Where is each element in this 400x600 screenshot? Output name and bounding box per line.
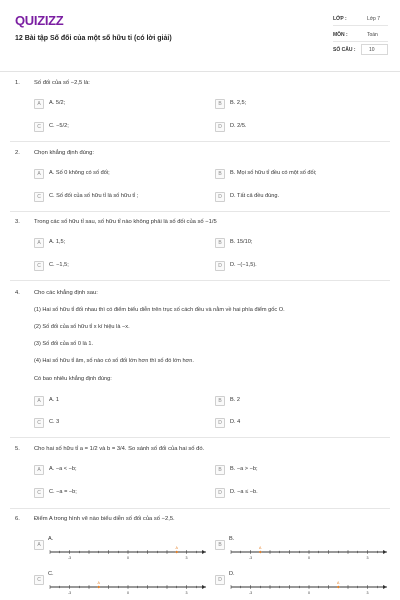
option-letter-box: B <box>215 465 225 475</box>
option-letter-box: A <box>34 396 44 406</box>
number-line <box>225 540 393 560</box>
option-text: A. 1,5; <box>49 239 66 245</box>
option-text: D. 2/5. <box>230 123 247 129</box>
answer-option[interactable] <box>215 122 383 132</box>
answer-option[interactable] <box>34 122 202 132</box>
answer-option[interactable] <box>215 396 383 406</box>
option-letter-box: C <box>34 575 44 585</box>
question-divider <box>10 508 390 509</box>
question-text: Cho các khẳng định sau: <box>34 290 98 296</box>
option-text: D. <box>229 571 235 577</box>
statement-line: (2) Số đối của số hữu tỉ x kí hiệu là −x. <box>34 324 130 330</box>
question-number: 1. <box>15 80 20 86</box>
point-a-marker <box>337 586 339 588</box>
option-text: D. −(−1,5). <box>230 262 257 268</box>
answer-option[interactable] <box>34 396 202 406</box>
number-line <box>44 540 212 560</box>
answer-option[interactable] <box>34 99 202 109</box>
option-letter-box: A <box>34 238 44 248</box>
statement-line: (1) Hai số hữu tỉ đối nhau thì có điểm biểu diễn trên trục số cách đều và nằm về hai phía điểm gốc O. <box>34 307 285 313</box>
option-text: B. Mọi số hữu tỉ đều có một số đối; <box>230 170 317 176</box>
question-number: 6. <box>15 516 20 522</box>
option-letter-box: A <box>34 465 44 475</box>
question-number: 5. <box>15 446 20 452</box>
option-text: C. <box>48 571 54 577</box>
point-a-marker <box>259 551 261 553</box>
point-a-marker <box>98 586 100 588</box>
quizizz-logo: QUIZIZZ <box>15 13 64 28</box>
option-text: D. 4 <box>230 419 241 425</box>
answer-option[interactable] <box>215 418 383 428</box>
point-a-marker <box>176 551 178 553</box>
answer-option[interactable] <box>34 261 202 271</box>
option-letter-box: C <box>34 488 44 498</box>
tick-label: -3 <box>67 556 72 560</box>
option-text: A. 5/2; <box>49 100 66 106</box>
option-text: A. Số 0 không có số đối; <box>49 170 110 176</box>
statement-line: Có bao nhiêu khẳng định đúng: <box>34 376 112 382</box>
question-text: Điểm A trong hình vẽ nào biểu diễn số đối của số −2,5. <box>34 516 175 522</box>
grade-label: LỚP : <box>333 16 347 22</box>
option-letter-box: A <box>34 540 44 550</box>
option-letter-box: A <box>34 99 44 109</box>
answer-option[interactable] <box>34 169 202 179</box>
option-text: B. 2,5; <box>230 100 247 106</box>
option-text: C. −a = −b; <box>49 489 77 495</box>
option-text: D. −a ≤ −b. <box>230 489 258 495</box>
answer-option[interactable] <box>215 536 393 560</box>
option-text: B. <box>229 536 235 542</box>
tick-label: -3 <box>248 591 253 595</box>
number-line <box>225 575 393 595</box>
tick-label: -3 <box>67 591 72 595</box>
option-text: C. −5/2; <box>49 123 69 129</box>
option-letter-box: B <box>215 99 225 109</box>
question-count-label: SỐ CÂU : <box>333 47 356 53</box>
meta-divider <box>333 41 388 42</box>
point-a-label: A <box>97 581 100 585</box>
option-letter-box: B <box>215 540 225 550</box>
tick-label: 3 <box>366 556 369 560</box>
option-letter-box: A <box>34 169 44 179</box>
question-number: 2. <box>15 150 20 156</box>
statement-line: (4) Hai số hữu tỉ âm, số nào có số đối lớn hơn thì số đó lớn hơn. <box>34 358 194 364</box>
tick-label: 3 <box>366 591 369 595</box>
worksheet-header <box>0 0 400 72</box>
tick-label: 3 <box>185 591 188 595</box>
option-text: B. −a > −b; <box>230 466 258 472</box>
grade-value: Lớp 7 <box>367 16 381 22</box>
page-title: 12 Bài tập Số đối của một số hữu tỉ (có lời giải) <box>15 35 172 42</box>
option-letter-box: B <box>215 238 225 248</box>
question-number: 3. <box>15 219 20 225</box>
answer-option[interactable] <box>34 465 202 475</box>
option-text: C. −1,5; <box>49 262 69 268</box>
point-a-label: A <box>175 546 178 550</box>
option-text: A. 1 <box>49 397 59 403</box>
answer-option[interactable] <box>34 488 202 498</box>
option-letter-box: D <box>215 192 225 202</box>
answer-option[interactable] <box>34 238 202 248</box>
option-letter-box: B <box>215 169 225 179</box>
answer-option[interactable] <box>34 418 202 428</box>
option-letter-box: D <box>215 575 225 585</box>
option-letter-box: D <box>215 488 225 498</box>
answer-option[interactable] <box>215 169 383 179</box>
answer-option[interactable] <box>34 536 212 560</box>
tick-label: 3 <box>185 556 188 560</box>
question-text: Trong các số hữu tỉ sau, số hữu tỉ nào không phải là số đối của số −1/5 <box>34 219 217 225</box>
tick-label: 0 <box>127 591 129 595</box>
tick-label: -3 <box>248 556 253 560</box>
option-text: D. Tất cả đều đúng. <box>230 193 280 199</box>
meta-divider <box>333 25 388 26</box>
option-letter-box: C <box>34 261 44 271</box>
answer-option[interactable] <box>215 99 383 109</box>
question-divider <box>10 211 390 212</box>
question-divider <box>10 280 390 281</box>
option-letter-box: D <box>215 261 225 271</box>
question-divider <box>10 141 390 142</box>
option-text: A. −a < −b; <box>49 466 77 472</box>
point-a-label: A <box>259 546 262 550</box>
answer-option[interactable] <box>34 571 212 595</box>
option-letter-box: C <box>34 418 44 428</box>
option-text: B. 15/10; <box>230 239 253 245</box>
option-text: C. 3 <box>49 419 60 425</box>
axis-arrow <box>383 585 387 589</box>
answer-option[interactable] <box>215 192 383 202</box>
option-letter-box: C <box>34 192 44 202</box>
option-text: A. <box>48 536 54 542</box>
question-text: Số đối của số −2,5 là: <box>34 80 90 86</box>
question-text: Chọn khẳng định đúng: <box>34 150 94 156</box>
option-text: B. 2 <box>230 397 240 403</box>
axis-arrow <box>202 550 206 554</box>
option-letter-box: D <box>215 122 225 132</box>
option-letter-box: D <box>215 418 225 428</box>
axis-arrow <box>383 550 387 554</box>
answer-option[interactable] <box>215 488 383 498</box>
subject-value: Toán <box>367 32 378 38</box>
answer-option[interactable] <box>215 238 383 248</box>
statement-line: (3) Số đối của số 0 là 1. <box>34 341 94 347</box>
point-a-label: A <box>337 581 340 585</box>
question-number: 4. <box>15 290 20 296</box>
axis-arrow <box>202 585 206 589</box>
number-line <box>44 575 212 595</box>
tick-label: 0 <box>308 591 310 595</box>
tick-label: 0 <box>308 556 310 560</box>
option-letter-box: B <box>215 396 225 406</box>
option-text: C. Số đối của số hữu tỉ là số hữu tỉ ; <box>49 193 139 199</box>
question-count-value: 10 <box>369 47 375 53</box>
option-letter-box: C <box>34 122 44 132</box>
question-divider <box>10 437 390 438</box>
question-text: Cho hai số hữu tỉ a = 1/2 và b = 3/4. So sánh số đối của hai số đó. <box>34 446 205 452</box>
answer-option[interactable] <box>215 571 393 595</box>
subject-label: MÔN : <box>333 32 348 38</box>
answer-option[interactable] <box>215 261 383 271</box>
answer-option[interactable] <box>34 192 202 202</box>
answer-option[interactable] <box>215 465 383 475</box>
tick-label: 0 <box>127 556 129 560</box>
